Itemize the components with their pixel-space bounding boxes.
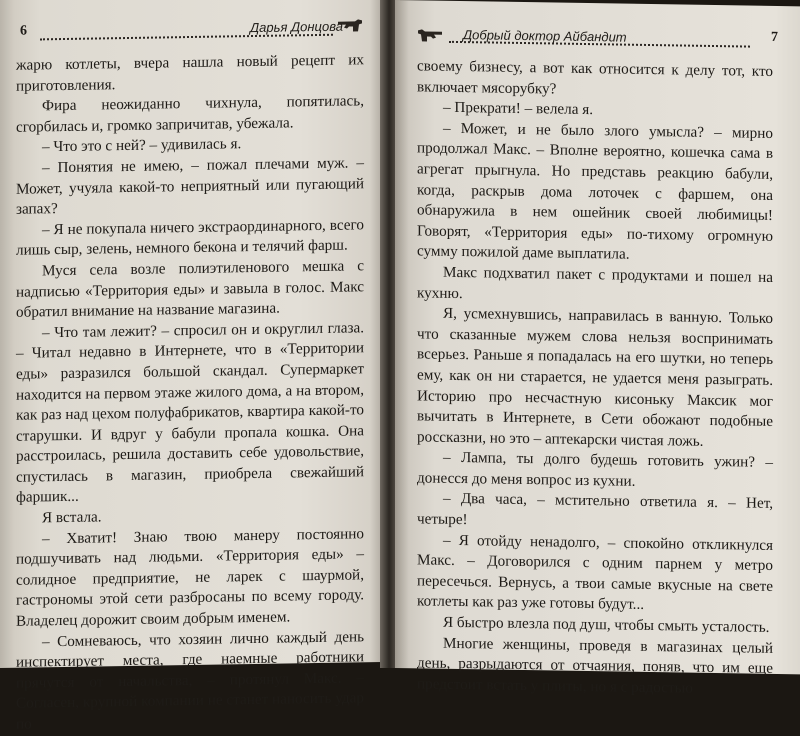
- paragraph: – Что там лежит? – спросил он и округлил глаза. – Читал недавно в Интернете, что в «Территории еды» разразился большой скандал. Супермаркет находится на первом этаже жилого дома, а на втором, как раз над цехом полуфабрикатов, квартира какой-то старушки. И вдруг у бабули пропала кошка. Она расстроилась, решила доставить себе удовольствие, спустилась в магазин, приобрела свежайший фаршик...: [16, 319, 364, 507]
- page-number-right: 7: [771, 29, 778, 46]
- paragraph: – Два часа, – мстительно ответила я. – Нет, четыре!: [417, 490, 773, 529]
- paragraph: – Я отойду ненадолго, – спокойно откликнулся Макс. – Договорился с одним парнем у метро пересечься. Вернусь, а твои самые вкусные на свете котлеты как раз уже готовы будут...: [417, 531, 773, 614]
- paragraph: – Сомневаюсь, что хозяин лично каждый день инспектирует места, где наемные работники прячутся от начальства, – протянул Макс. – Согласен, крупной компании не станет наносить удар по: [16, 627, 364, 733]
- paragraph: жарю котлеты, вчера нашла новый рецепт их приготовления.: [16, 51, 364, 95]
- paragraph: – Лампа, ты долго будешь готовить ужин? – донесся до меня вопрос из кухни.: [417, 449, 773, 490]
- book-author: Дарья Донцова: [250, 18, 343, 36]
- left-body-text: [16, 50, 364, 735]
- revolver-icon: [415, 28, 443, 45]
- page-number-left: 6: [20, 23, 27, 39]
- paragraph: – Я не покупала ничего экстраординарного, всего лишь сыр, зелень, немного бекона и телячий фарш.: [16, 216, 364, 260]
- right-running-head: [413, 20, 778, 52]
- paragraph: Я быстро влезла под душ, чтобы смыть усталость.: [443, 613, 770, 636]
- book-title: Добрый доктор Айбандит: [463, 27, 627, 45]
- paragraph: – Может, и не было злого умысла? – мирно продолжал Макс. – Вполне вероятно, кошечка сама в агрегат прыгнула. Но представь реакцию бабули, когда, раскрыв дома лоточек с фаршем, она обнаружила в нем ошейник своей любимицы! Говорят, «Территория еды» по-тихому огромную сумму пожилой даме выплатила.: [417, 119, 773, 264]
- left-page: [0, 0, 385, 733]
- dotted-rule: [40, 34, 333, 41]
- paragraph: – Что это с ней? – удивилась я.: [42, 135, 242, 156]
- left-running-head: [18, 14, 363, 45]
- revolver-icon: [337, 18, 363, 35]
- paragraph: Макс подхватил пакет с продуктами и пошел на кухню.: [417, 263, 773, 302]
- paragraph: Многие женщины, проведя в магазинах целый день, разрыдаются от отчаяния, поняв, что им еще предстоит встать у плиты, но я с радостью: [417, 634, 773, 697]
- right-page: [395, 0, 800, 697]
- paragraph: – Хватит! Знаю твою манеру постоянно подшучивать над людьми. «Территория еды» – солидное предприятие, не ларек с шаурмой, гастрономы этой сети разбросаны по всему городу. Владелец дорожит своим добрым именем.: [16, 524, 364, 630]
- paragraph: Муся села возле полиэтиленового мешка с надписью «Территория еды» и завыла в голос. Макс обратил внимание на название магазина.: [16, 257, 364, 321]
- paragraph: Я встала.: [42, 508, 102, 527]
- paragraph: – Прекрати! – велела я.: [443, 98, 594, 119]
- paragraph: Фира неожиданно чихнула, попятилась, сгорбилась и, громко запричитав, убежала.: [16, 92, 364, 136]
- paragraph: – Понятия не имею, – пожал плечами муж. – Может, учуяла какой-то неприятный или пугающий запах?: [16, 154, 364, 218]
- paragraph: своему бизнесу, а вот как относится к делу тот, кто включает мясорубку?: [417, 57, 773, 98]
- paragraph: Я, усмехнувшись, направилась в ванную. Только что сказанные мужем слова нельзя воспринимать всерьез. Раньше я попадалась на его шутки, но теперь ему, как он ни старается, не удается меня разыграть. Историю про несчастную кисоньку Максик мог вычитать в Интернете, в Сети обожают подобные россказни, но это – аптекарски чистая ложь.: [417, 304, 773, 450]
- right-body-text: [417, 56, 773, 700]
